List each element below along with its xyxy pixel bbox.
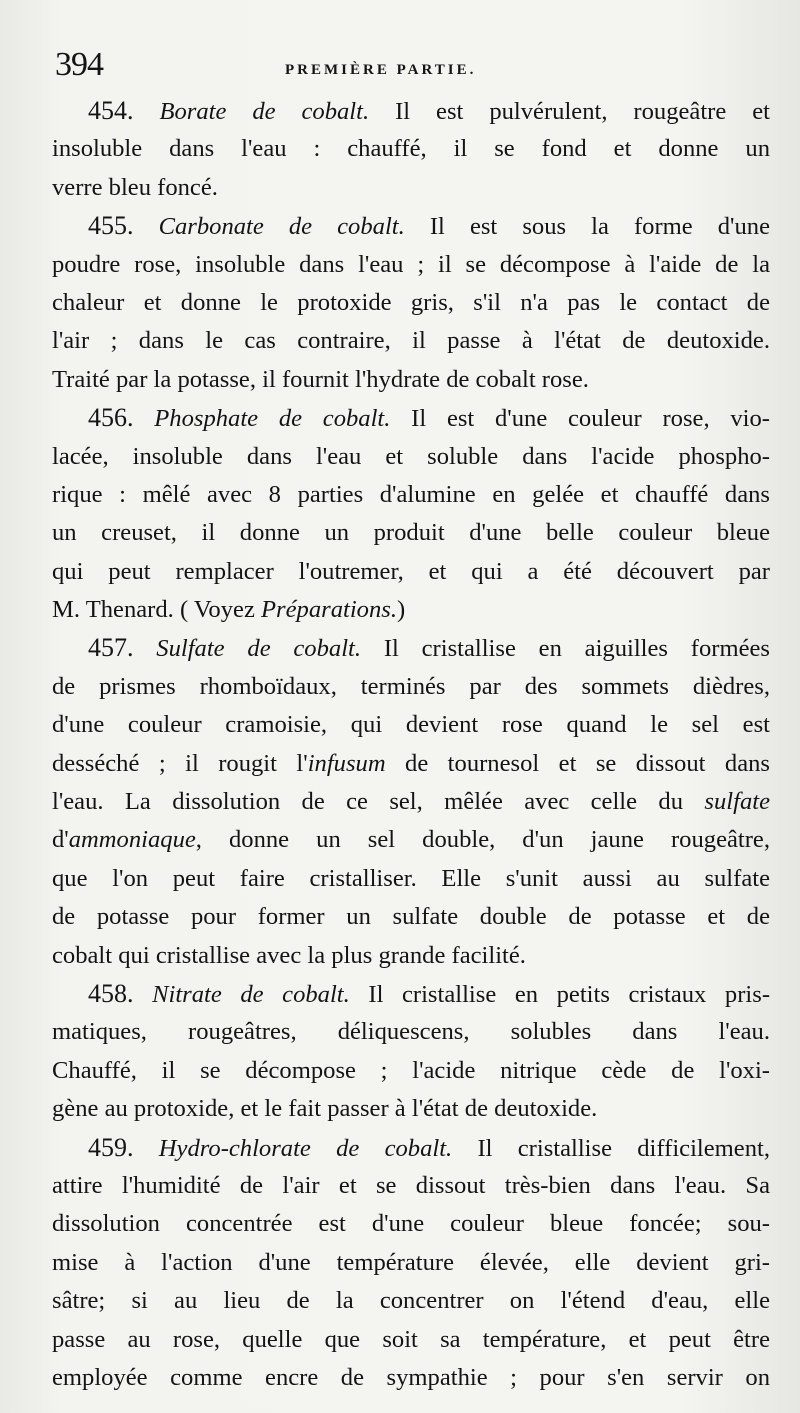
paragraph-457-line: desséché ; il rougit l'infusum de tournesol et se dissout dans: [52, 749, 770, 777]
paragraph-459-line: mise à l'action d'une température élevée, elle devient gri-: [52, 1248, 770, 1276]
paragraph-456-line: un creuset, il donne un produit d'une belle couleur bleue: [52, 519, 770, 547]
paragraph-458-line: matiques, rougeâtres, déliquescens, solubles dans l'eau.: [52, 1018, 770, 1046]
paragraph-455-line: 455. Carbonate de cobalt. Il est sous la forme d'une: [88, 211, 770, 241]
entry-number: 455.: [88, 211, 134, 241]
body-text: [52, 92, 770, 1397]
paragraph-457-line: 457. Sulfate de cobalt. Il cristallise en aiguilles formées: [88, 633, 770, 663]
paragraph-457-line: d'ammoniaque, donne un sel double, d'un jaune rougeâtre,: [52, 826, 770, 854]
paragraph-457-line: l'eau. La dissolution de ce sel, mêlée avec celle du sulfate: [52, 788, 770, 816]
paragraph-456-line: M. Thenard. ( Voyez Préparations.): [52, 596, 406, 624]
entry-number: 454.: [88, 96, 134, 125]
paragraph-457-line: de potasse pour former un sulfate double de potasse et de: [52, 903, 770, 931]
paragraph-459-line: attire l'humidité de l'air et se dissout très-bien dans l'eau. Sa: [52, 1171, 770, 1199]
paragraph-459-line: sâtre; si au lieu de la concentrer on l'étend d'eau, elle: [52, 1287, 770, 1315]
paragraph-459-line: 459. Hydro-chlorate de cobalt. Il cristallise difficilement,: [88, 1132, 770, 1162]
entry-number: 457.: [88, 633, 134, 663]
paragraph-455-line: chaleur et donne le protoxide gris, s'il n'a pas le contact de: [52, 288, 770, 316]
paragraph-458-line: gène au protoxide, et le fait passer à l'état de deutoxide.: [52, 1095, 598, 1123]
paragraph-456-line: rique : mêlé avec 8 parties d'alumine en gelée et chauffé dans: [52, 480, 770, 508]
entry-title: Phosphate de cobalt.: [154, 405, 391, 433]
paragraph-458-line: 458. Nitrate de cobalt. Il cristallise en petits cristaux pris-: [88, 978, 770, 1008]
paragraph-457-line: d'une couleur cramoisie, qui devient rose quand le sel est: [52, 711, 770, 739]
entry-title: Borate de cobalt.: [159, 98, 370, 125]
paragraph-457-line: que l'on peut faire cristalliser. Elle s'unit aussi au sulfate: [52, 864, 770, 892]
paragraph-454-line: 454. Borate de cobalt. Il est pulvérulent, rougeâtre et: [88, 96, 770, 125]
entry-number: 458.: [88, 978, 134, 1008]
paragraph-455-line: poudre rose, insoluble dans l'eau ; il se décompose à l'aide de la: [52, 250, 770, 278]
paragraph-458-line: Chauffé, il se décompose ; l'acide nitrique cède de l'oxi-: [52, 1056, 770, 1084]
paragraph-459-line: passe au rose, quelle que soit sa température, et peut être: [52, 1325, 770, 1353]
paragraph-455-line: Traité par la potasse, il fournit l'hydrate de cobalt rose.: [52, 365, 589, 393]
paragraph-457-line: de prismes rhomboïdaux, terminés par des sommets dièdres,: [52, 672, 770, 700]
paragraph-456-line: lacée, insoluble dans l'eau et soluble dans l'acide phospho-: [52, 442, 770, 470]
entry-title: Hydro-chlorate de cobalt.: [158, 1134, 453, 1162]
page-number: 394: [55, 46, 103, 83]
paragraph-456-line: qui peut remplacer l'outremer, et qui a été découvert par: [52, 557, 770, 585]
paragraph-454-line: insoluble dans l'eau : chauffé, il se fond et donne un: [52, 135, 770, 163]
entry-title: Carbonate de cobalt.: [158, 213, 405, 241]
entry-title: Sulfate de cobalt.: [156, 635, 362, 663]
paragraph-456-line: 456. Phosphate de cobalt. Il est d'une couleur rose, vio-: [88, 403, 770, 433]
entry-title: Nitrate de cobalt.: [152, 980, 350, 1008]
entry-number: 459.: [88, 1132, 134, 1162]
paragraph-455-line: l'air ; dans le cas contraire, il passe à l'état de deutoxide.: [52, 327, 770, 355]
page-header: [55, 40, 770, 90]
paragraph-457-line: cobalt qui cristallise avec la plus grande facilité.: [52, 941, 526, 969]
entry-number: 456.: [88, 403, 134, 433]
paragraph-459-line: dissolution concentrée est d'une couleur bleue foncée; sou-: [52, 1210, 770, 1238]
paragraph-459-line: employée comme encre de sympathie ; pour s'en servir on: [52, 1363, 770, 1391]
paragraph-454-line: verre bleu foncé.: [52, 173, 218, 201]
running-head: PREMIÈRE PARTIE.: [285, 62, 477, 78]
